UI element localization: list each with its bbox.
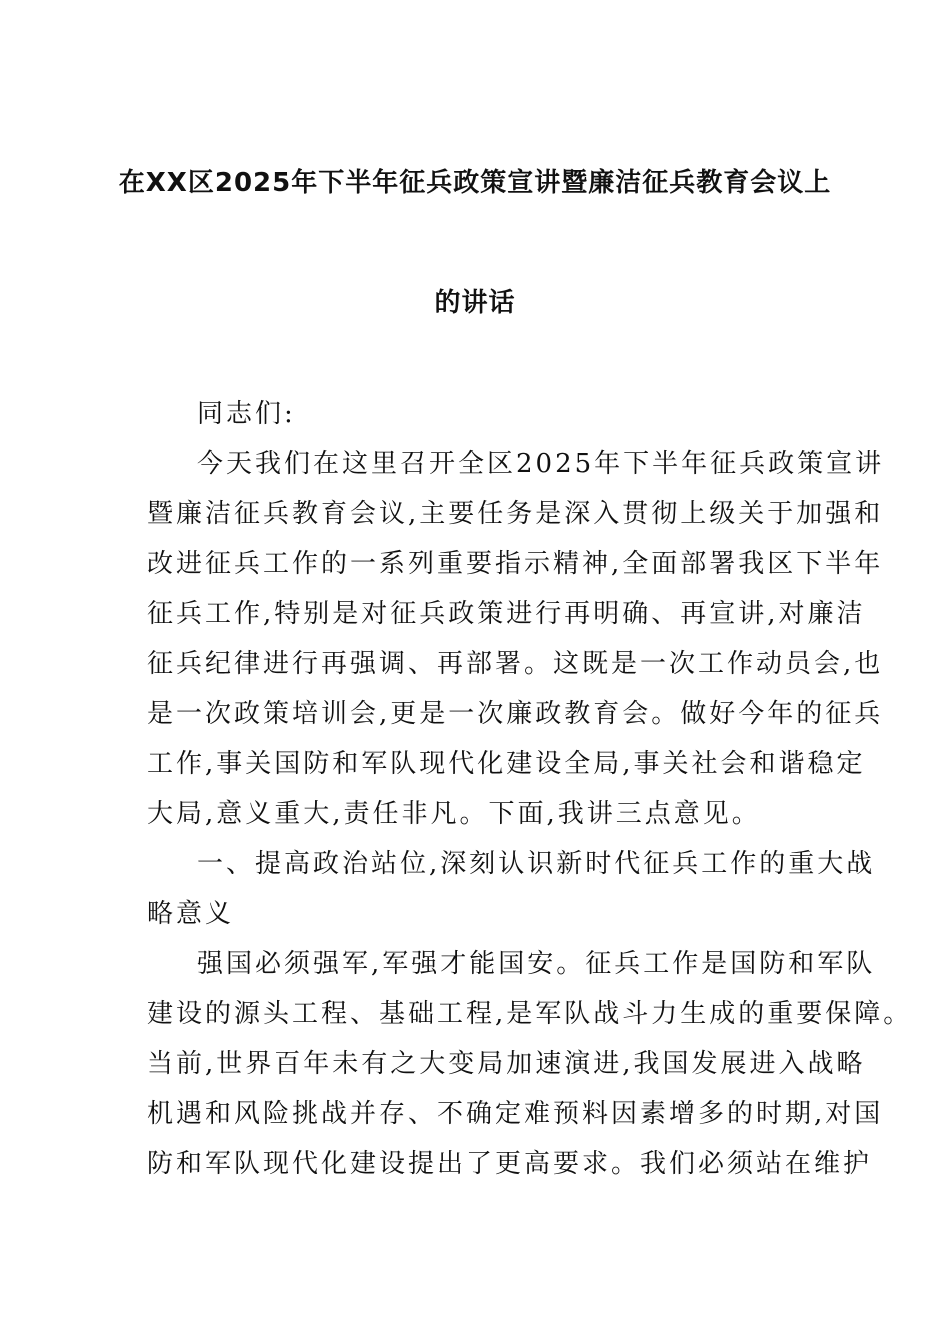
body-line-2: 暨廉洁征兵教育会议,主要任务是深入贯彻上级关于加强和 bbox=[147, 499, 884, 529]
body-line-12: 机遇和风险挑战并存、不确定难预料因素增多的时期,对国 bbox=[147, 1099, 884, 1129]
document-title-line-2: 的讲话 bbox=[434, 288, 516, 318]
section-heading-1-line-2: 略意义 bbox=[147, 899, 235, 929]
body-line-7: 工作,事关国防和军队现代化建设全局,事关社会和谐稳定 bbox=[147, 749, 866, 779]
body-line-8: 大局,意义重大,责任非凡。下面,我讲三点意见。 bbox=[147, 799, 761, 829]
document-title-line-1: 在XX区2025年下半年征兵政策宣讲暨廉洁征兵教育会议上 bbox=[118, 168, 832, 198]
section-heading-1-line-1: 一、提高政治站位,深刻认识新时代征兵工作的重大战 bbox=[197, 849, 876, 879]
body-line-6: 是一次政策培训会,更是一次廉政教育会。做好今年的征兵 bbox=[147, 699, 884, 729]
body-line-3: 改进征兵工作的一系列重要指示精神,全面部署我区下半年 bbox=[147, 549, 884, 579]
body-line-1: 今天我们在这里召开全区2025年下半年征兵政策宣讲 bbox=[197, 449, 885, 479]
body-line-13: 防和军队现代化建设提出了更高要求。我们必须站在维护 bbox=[147, 1149, 873, 1179]
body-line-10: 建设的源头工程、基础工程,是军队战斗力生成的重要保障。 bbox=[147, 999, 913, 1029]
salutation: 同志们: bbox=[197, 399, 296, 429]
body-line-9: 强国必须强军,军强才能国安。征兵工作是国防和军队 bbox=[197, 949, 876, 979]
body-line-5: 征兵纪律进行再强调、再部署。这既是一次工作动员会,也 bbox=[147, 649, 884, 679]
body-line-4: 征兵工作,特别是对征兵政策进行再明确、再宣讲,对廉洁 bbox=[147, 599, 866, 629]
body-line-11: 当前,世界百年未有之大变局加速演进,我国发展进入战略 bbox=[147, 1049, 866, 1079]
